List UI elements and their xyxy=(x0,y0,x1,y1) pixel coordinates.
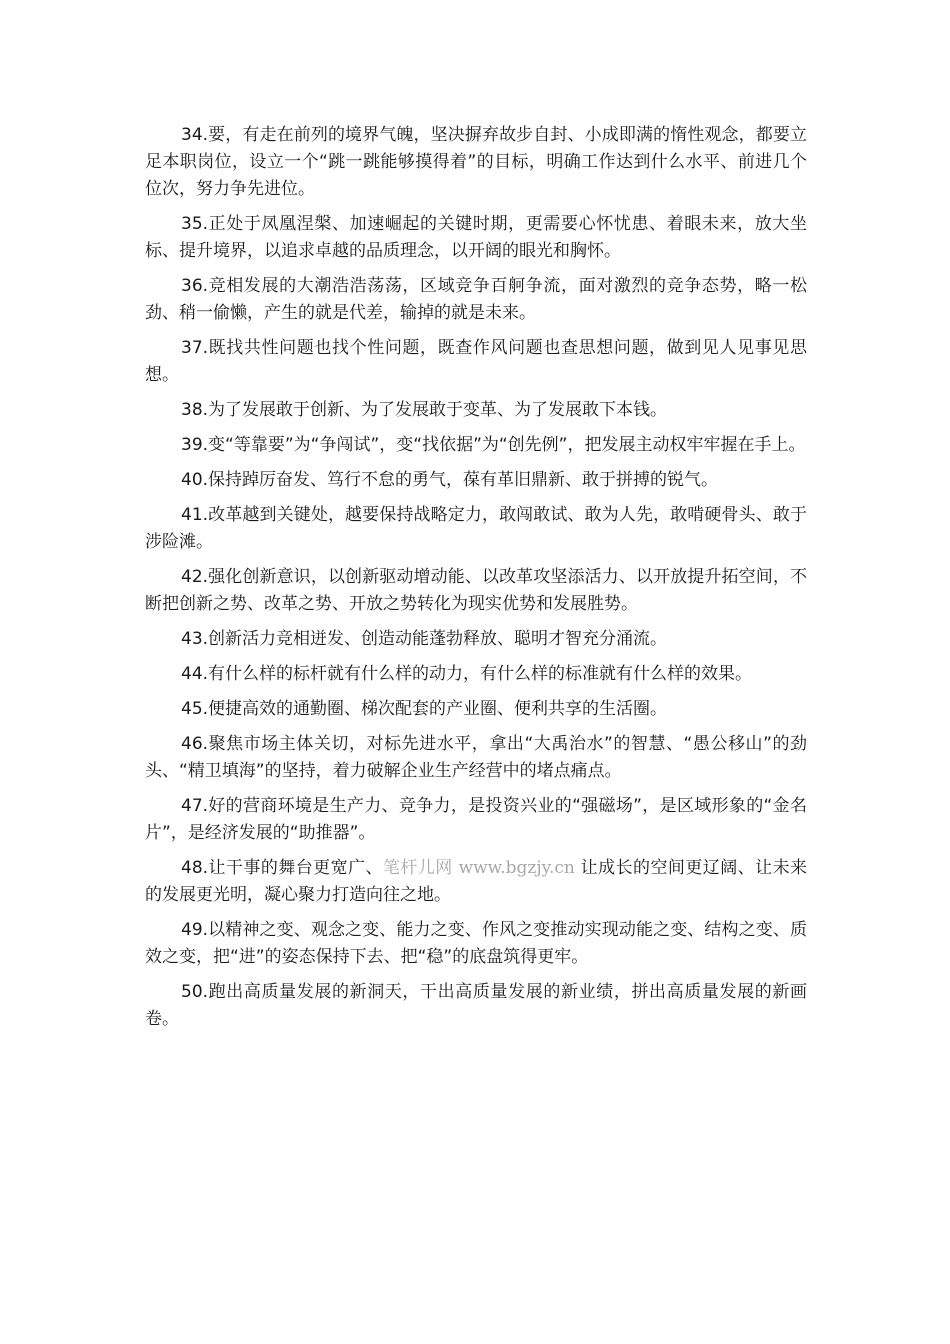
paragraph-41: 41.改革越到关键处，越要保持战略定力，敢闯敢试、敢为人先，敢啃硬骨头、敢于涉险滩。 xyxy=(145,505,807,552)
paragraph-38: 38.为了发展敢于创新、为了发展敢于变革、为了发展敢下本钱。 xyxy=(181,400,668,420)
paragraph-35: 35.正处于凤凰涅槃、加速崛起的关键时期，更需要心怀忧患、着眼未来，放大坐标、提升境界，以追求卓越的品质理念，以开阔的眼光和胸怀。 xyxy=(145,214,807,261)
watermark-text: 笔杆儿网 www.bgzjy.cn xyxy=(382,858,575,878)
paragraph-40: 40.保持踔厉奋发、笃行不怠的勇气，葆有革旧鼎新、敢于拼搏的锐气。 xyxy=(181,470,719,490)
paragraph-48-end: 让成长的空间更辽阔、让未来的发展更光明，凝心聚力打造向往之地。 xyxy=(145,858,808,905)
paragraph-46: 46.聚焦市场主体关切，对标先进水平，拿出“大禹治水”的智慧、“愚公移山”的劲头、“精卫填海”的坚持，着力破解企业生产经营中的堵点痛点。 xyxy=(145,734,807,781)
paragraph-49: 49.以精神之变、观念之变、能力之变、作风之变推动实现动能之变、结构之变、质效之变，把“进”的姿态保持下去、把“稳”的底盘筑得更牢。 xyxy=(145,920,807,967)
paragraph-45: 45.便捷高效的通勤圈、梯次配套的产业圈、便利共享的生活圈。 xyxy=(181,699,668,719)
paragraph-50: 50.跑出高质量发展的新洞天，干出高质量发展的新业绩，拼出高质量发展的新画卷。 xyxy=(145,982,807,1029)
paragraph-42: 42.强化创新意识，以创新驱动增动能、以改革攻坚添活力、以开放提升拓空间，不断把创新之势、改革之势、开放之势转化为现实优势和发展胜势。 xyxy=(145,567,807,614)
paragraph-39: 39.变“等靠要”为“争闯试”，变“找依据”为“创先例”，把发展主动权牢牢握在手上。 xyxy=(181,435,806,455)
paragraph-48-start: 48.让干事的舞台更宽广、 xyxy=(181,858,383,878)
document-body xyxy=(145,122,807,1041)
paragraph-48 xyxy=(145,855,807,909)
paragraph-34: 34.要，有走在前列的境界气魄，坚决摒弃故步自封、小成即满的惰性观念，都要立足本职岗位，设立一个“跳一跳能够摸得着”的目标，明确工作达到什么水平、前进几个位次，努力争先进位。 xyxy=(145,125,807,199)
paragraph-44: 44.有什么样的标杆就有什么样的动力，有什么样的标准就有什么样的效果。 xyxy=(181,664,753,684)
paragraph-43: 43.创新活力竞相迸发、创造动能蓬勃释放、聪明才智充分涌流。 xyxy=(181,629,668,649)
paragraph-36: 36.竞相发展的大潮浩浩荡荡，区域竞争百舸争流，面对激烈的竞争态势，略一松劲、稍一偷懒，产生的就是代差，输掉的就是未来。 xyxy=(145,276,807,323)
paragraph-37: 37.既找共性问题也找个性问题，既查作风问题也查思想问题，做到见人见事见思想。 xyxy=(145,338,807,385)
paragraph-47: 47.好的营商环境是生产力、竞争力，是投资兴业的“强磁场”，是区域形象的“金名片”，是经济发展的“助推器”。 xyxy=(145,796,807,843)
